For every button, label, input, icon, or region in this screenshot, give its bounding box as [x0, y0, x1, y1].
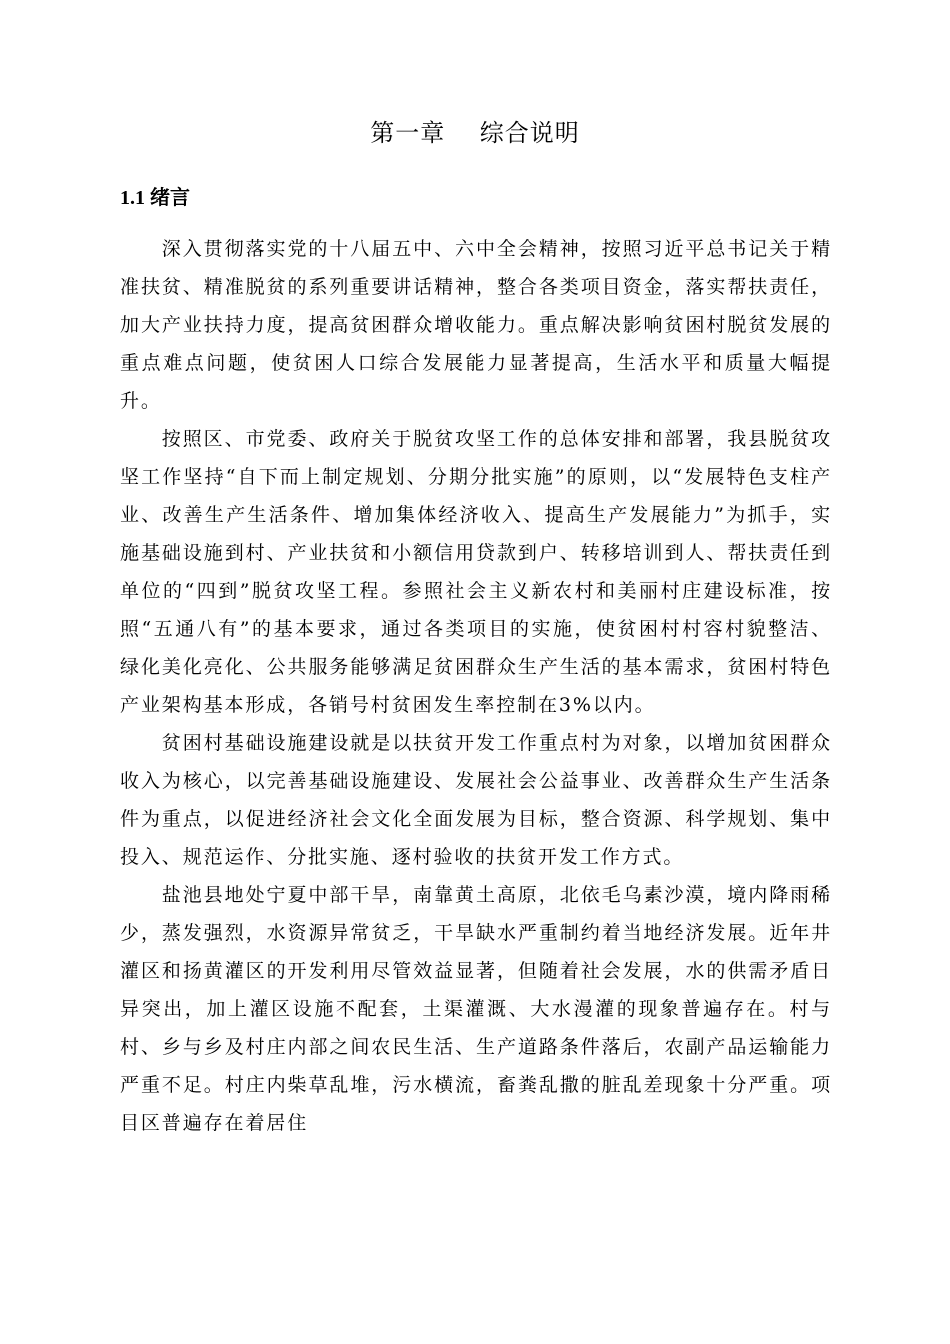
- paragraph: 深入贯彻落实党的十八届五中、六中全会精神，按照习近平总书记关于精准扶贫、精准脱贫的系列重要讲话精神，整合各类项目资金，落实帮扶责任，加大产业扶持力度，提高贫困群众增收能力。重点解决影响贫困村脱贫发展的重点难点问题，使贫困人口综合发展能力显著提高，生活水平和质量大幅提升。: [120, 238, 832, 412]
- body-text: [120, 230, 832, 1142]
- section-heading: 1.1 绪言: [120, 187, 190, 209]
- chapter-title: 第一章 综合说明: [370, 119, 580, 147]
- paragraph: 按照区、市党委、政府关于脱贫攻坚工作的总体安排和部署，我县脱贫攻坚工作坚持“自下而上制定规划、分期分批实施”的原则，以“发展特色支柱产业、改善生产生活条件、增加集体经济收入、提高生产发展能力”为抓手，实施基础设施到村、产业扶贫和小额信用贷款到户、转移培训到人、帮扶责任到单位的“四到”脱贫攻坚工程。参照社会主义新农村和美丽村庄建设标准，按照“五通八有”的基本要求，通过各类项目的实施，使贫困村村容村貌整洁、绿化美化亮化、公共服务能够满足贫困群众生产生活的基本需求，贫困村特色产业架构基本形成，各销号村贫困发生率控制在3%以内。: [120, 428, 832, 716]
- paragraph: 贫困村基础设施建设就是以扶贫开发工作重点村为对象，以增加贫困群众收入为核心，以完善基础设施建设、发展社会公益事业、改善群众生产生活条件为重点，以促进经济社会文化全面发展为目标，整合资源、科学规划、集中投入、规范运作、分批实施、逐村验收的扶贫开发工作方式。: [120, 732, 832, 868]
- paragraph: 盐池县地处宁夏中部干旱，南靠黄土高原，北依毛乌素沙漠，境内降雨稀少，蒸发强烈，水资源异常贫乏，干旱缺水严重制约着当地经济发展。近年井灌区和扬黄灌区的开发利用尽管效益显著，但随着社会发展，水的供需矛盾日异突出，加上灌区设施不配套，土渠灌溉、大水漫灌的现象普遍存在。村与村、乡与乡及村庄内部之间农民生活、生产道路条件落后，农副产品运输能力严重不足。村庄内柴草乱堆，污水横流，畜粪乱撒的脏乱差现象十分严重。项目区普遍存在着居住: [120, 884, 832, 1134]
